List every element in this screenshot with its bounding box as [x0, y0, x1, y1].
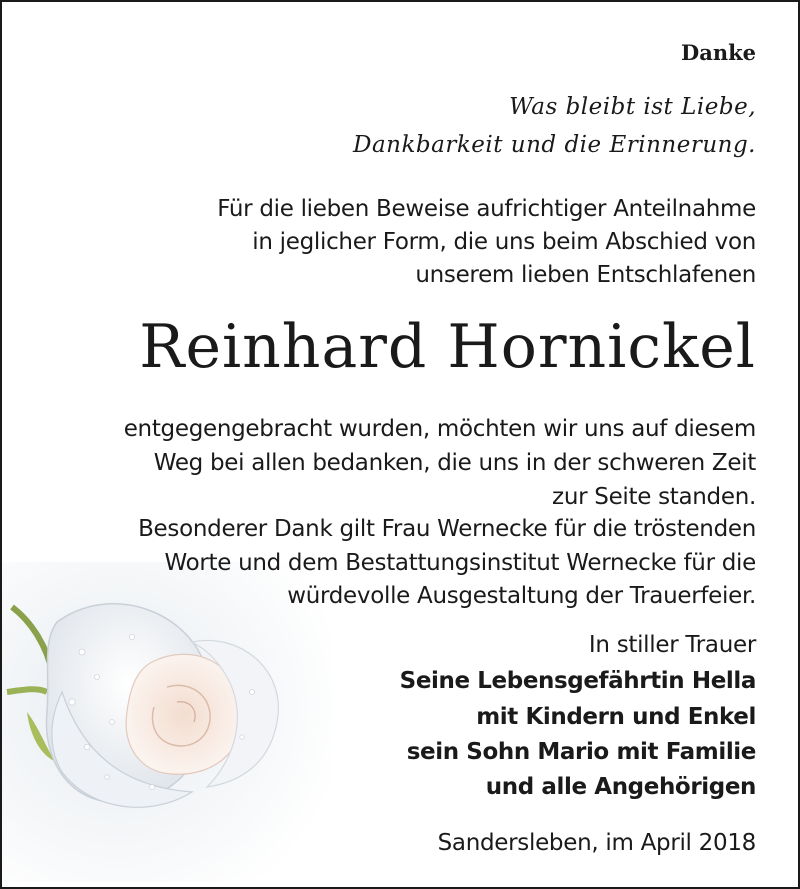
white-rose-image — [2, 562, 332, 882]
deceased-name: Reinhard Hornickel — [139, 312, 756, 382]
thanks-line-5: Worte und dem Bestattungsinstitut Wernecke für die — [164, 550, 756, 576]
mourner-line-2: mit Kindern und Enkel — [476, 704, 756, 730]
thanks-line-3: zur Seite standen. — [552, 484, 756, 510]
mourning-label: In stiller Trauer — [588, 632, 756, 658]
notice-heading: Danke — [681, 40, 756, 65]
thanks-line-4: Besonderer Dank gilt Frau Wernecke für die tröstenden — [138, 516, 756, 542]
intro-line-3: unserem lieben Entschlafenen — [415, 262, 756, 288]
intro-line-1: Für die lieben Beweise aufrichtiger Anteilnahme — [217, 196, 756, 222]
thanks-line-1: entgegengebracht wurden, möchten wir uns auf diesem — [123, 416, 756, 442]
mourner-line-4: und alle Angehörigen — [485, 774, 756, 800]
mourner-line-3: sein Sohn Mario mit Familie — [406, 739, 756, 765]
quote-line-2: Dankbarkeit und die Erinnerung. — [353, 132, 756, 158]
intro-line-2: in jeglicher Form, die uns beim Abschied von — [252, 229, 756, 255]
mourner-line-1: Seine Lebensgefährtin Hella — [399, 668, 756, 694]
thanks-line-2: Weg bei allen bedanken, die uns in der schweren Zeit — [153, 450, 756, 476]
thanks-line-6: würdevolle Ausgestaltung der Trauerfeier. — [287, 583, 756, 609]
place-date: Sandersleben, im April 2018 — [437, 830, 756, 856]
quote-line-1: Was bleibt ist Liebe, — [509, 94, 756, 120]
